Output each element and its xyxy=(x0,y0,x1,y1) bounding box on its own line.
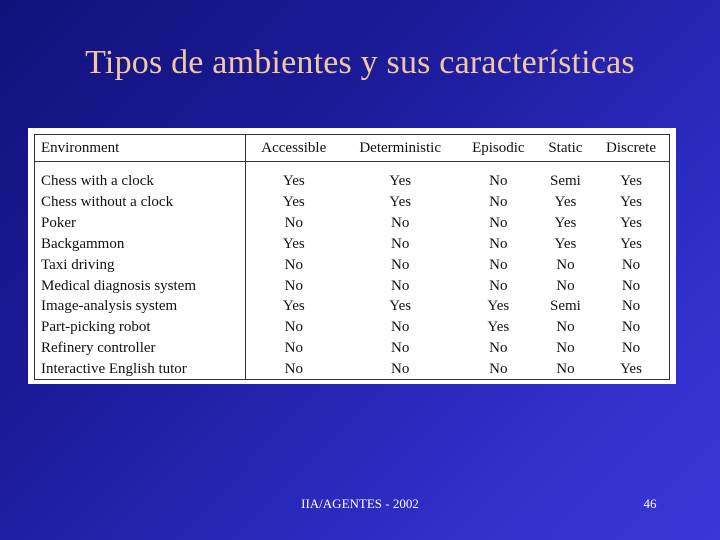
header-accessible: Accessible xyxy=(246,135,342,162)
environment-name: Poker xyxy=(35,213,246,234)
table-row xyxy=(35,296,670,317)
accessible-value: Yes xyxy=(282,235,305,252)
static-value: Yes xyxy=(554,215,577,232)
static-value: Semi xyxy=(550,298,581,315)
header-deterministic: Deterministic xyxy=(342,135,459,162)
accessible-value: No xyxy=(246,358,342,379)
discrete-value: No xyxy=(593,275,670,296)
episodic-value: No xyxy=(489,339,508,356)
accessible-value: Yes xyxy=(282,194,305,211)
static-value: No xyxy=(556,256,575,273)
slide-title: Tipos de ambientes y sus características xyxy=(85,44,635,81)
deterministic-value: No xyxy=(391,256,410,273)
static-value: Yes xyxy=(554,194,577,211)
table-row xyxy=(35,192,670,213)
deterministic-value: No xyxy=(391,235,410,252)
discrete-value: No xyxy=(593,296,670,317)
discrete-value: Yes xyxy=(593,234,670,255)
deterministic-value: No xyxy=(342,358,459,379)
table-row xyxy=(35,358,670,379)
environment-name: Medical diagnosis system xyxy=(35,275,246,296)
accessible-value: No xyxy=(284,215,303,232)
episodic-value: Yes xyxy=(487,319,510,336)
static-value: Yes xyxy=(554,235,577,252)
table-row xyxy=(35,317,670,338)
static-value: No xyxy=(556,339,575,356)
discrete-value: No xyxy=(593,254,670,275)
header-static: Static xyxy=(538,135,593,162)
accessible-value: No xyxy=(284,339,303,356)
deterministic-value: Yes xyxy=(389,298,412,315)
environment-name: Chess with a clock xyxy=(35,162,246,193)
accessible-value: No xyxy=(284,256,303,273)
accessible-value: Yes xyxy=(282,298,305,315)
table-header-row xyxy=(35,135,670,162)
accessible-value: Yes xyxy=(282,173,305,189)
discrete-value: Yes xyxy=(593,213,670,234)
episodic-value: No xyxy=(459,358,538,379)
deterministic-value: No xyxy=(391,277,410,294)
footer-course-label: IIA/AGENTES - 2002 xyxy=(301,496,419,511)
deterministic-value: Yes xyxy=(389,173,412,189)
static-value: No xyxy=(556,277,575,294)
table-row xyxy=(35,234,670,255)
environment-name: Interactive English tutor xyxy=(35,358,246,379)
environment-name: Image-analysis system xyxy=(35,296,246,317)
discrete-value: Yes xyxy=(593,192,670,213)
episodic-value: Yes xyxy=(487,298,510,315)
header-environment: Environment xyxy=(35,135,246,162)
static-value: No xyxy=(538,358,593,379)
episodic-value: No xyxy=(489,194,508,211)
slide-page-number: 46 xyxy=(643,496,657,511)
environment-name: Chess without a clock xyxy=(35,192,246,213)
deterministic-value: No xyxy=(391,215,410,232)
environment-table-image xyxy=(28,128,676,384)
episodic-value: No xyxy=(489,173,508,189)
environment-name: Taxi driving xyxy=(35,254,246,275)
environment-name: Backgammon xyxy=(35,234,246,255)
episodic-value: No xyxy=(489,277,508,294)
header-discrete: Discrete xyxy=(593,135,670,162)
deterministic-value: No xyxy=(391,319,410,336)
deterministic-value: Yes xyxy=(389,194,412,211)
discrete-value: No xyxy=(593,338,670,359)
episodic-value: No xyxy=(489,215,508,232)
accessible-value: No xyxy=(284,277,303,294)
accessible-value: No xyxy=(284,319,303,336)
static-value: Semi xyxy=(550,173,581,189)
environment-name: Refinery controller xyxy=(35,338,246,359)
header-episodic: Episodic xyxy=(459,135,538,162)
deterministic-value: No xyxy=(391,339,410,356)
table-row xyxy=(35,254,670,275)
episodic-value: No xyxy=(489,235,508,252)
discrete-value: No xyxy=(593,317,670,338)
environment-name: Part-picking robot xyxy=(35,317,246,338)
table-row xyxy=(35,213,670,234)
discrete-value: Yes xyxy=(593,358,670,379)
table-row xyxy=(35,275,670,296)
discrete-value: Yes xyxy=(593,162,670,193)
environment-properties-table xyxy=(34,134,670,380)
static-value: No xyxy=(556,319,575,336)
table-row xyxy=(35,162,670,193)
table-row xyxy=(35,338,670,359)
episodic-value: No xyxy=(489,256,508,273)
